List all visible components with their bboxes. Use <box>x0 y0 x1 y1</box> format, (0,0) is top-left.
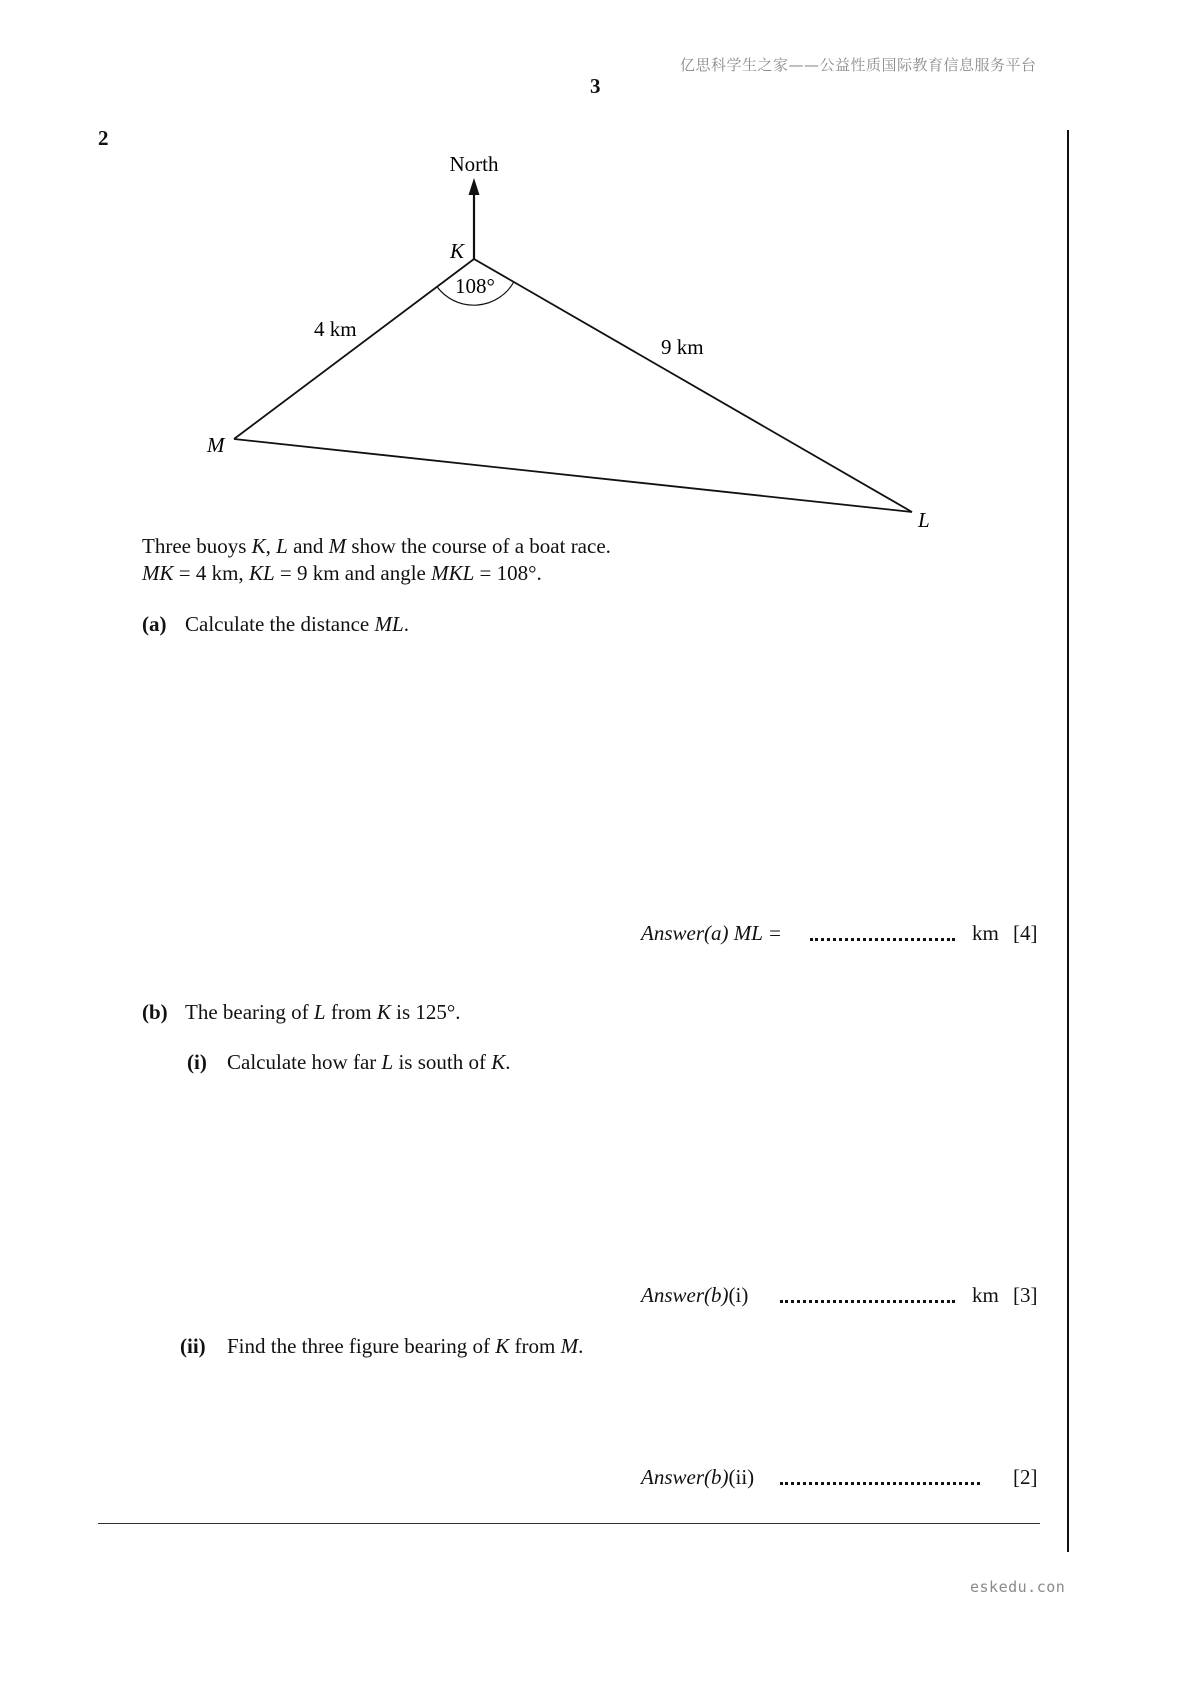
part-b-ii-answer-line[interactable] <box>780 1482 980 1485</box>
part-a-answer-label: Answer(a) ML = <box>641 921 782 945</box>
part-a-prompt: Calculate the distance ML. <box>185 612 409 636</box>
north-label: North <box>449 152 499 176</box>
part-b-i-unit: km <box>972 1283 999 1307</box>
north-arrow-head <box>469 178 480 195</box>
intro-line-1: Three buoys K, L and M show the course of a boat race. <box>142 534 611 558</box>
kl-length-label: 9 km <box>661 335 704 359</box>
part-a-marks: [4] <box>1013 921 1038 945</box>
part-a-unit: km <box>972 921 999 945</box>
watermark-bottom: eskedu.con <box>970 1578 1066 1596</box>
triangle-diagram <box>0 0 1190 560</box>
part-b-label: (b) <box>142 1000 168 1024</box>
part-b-ii-prompt: Find the three figure bearing of K from M. <box>227 1334 584 1358</box>
part-b-i-answer-label: Answer(b)(i) <box>641 1283 749 1307</box>
intro-line-2: MK = 4 km, KL = 9 km and angle MKL = 108°. <box>142 561 542 585</box>
part-b-prompt: The bearing of L from K is 125°. <box>185 1000 461 1024</box>
part-b-ii-label: (ii) <box>180 1334 206 1358</box>
point-m-label: M <box>207 433 225 457</box>
bottom-rule <box>98 1523 1040 1524</box>
part-a-answer-line[interactable] <box>810 938 955 941</box>
part-b-ii-marks: [2] <box>1013 1465 1038 1489</box>
point-k-label: K <box>450 239 465 263</box>
part-b-i-prompt: Calculate how far L is south of K. <box>227 1050 511 1074</box>
watermark-top: 亿思科学生之家——公益性质国际教育信息服务平台 <box>680 56 1037 74</box>
mk-length-label: 4 km <box>314 317 357 341</box>
angle-label: 108° <box>455 274 495 298</box>
question-number: 2 <box>98 126 109 150</box>
side-ml <box>234 439 912 512</box>
part-b-i-marks: [3] <box>1013 1283 1038 1307</box>
page-number: 3 <box>590 74 601 98</box>
part-b-i-label: (i) <box>187 1050 207 1074</box>
side-mk <box>234 259 474 439</box>
side-kl <box>474 259 912 512</box>
point-l-label: L <box>918 508 930 532</box>
part-a-label: (a) <box>142 612 167 636</box>
part-b-ii-answer-label: Answer(b)(ii) <box>641 1465 755 1489</box>
part-b-i-answer-line[interactable] <box>780 1300 955 1303</box>
